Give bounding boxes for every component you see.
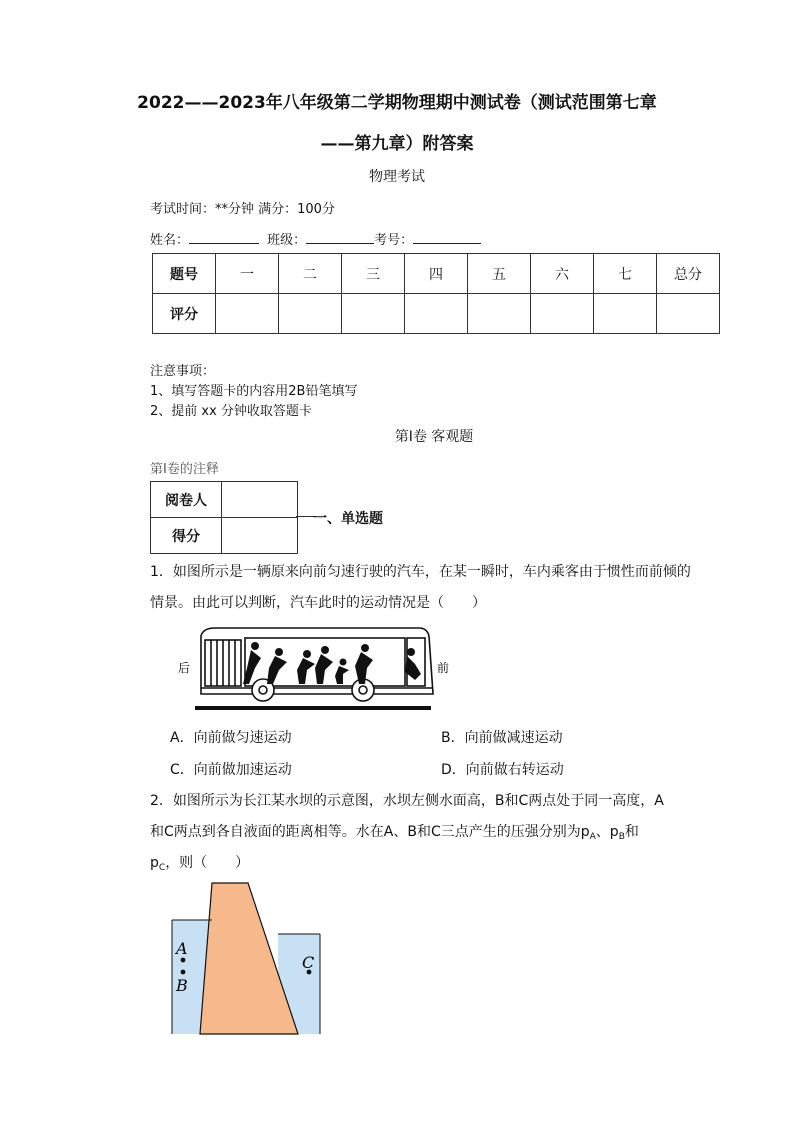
q2-p: p <box>150 855 159 871</box>
score-cell: 总分 <box>657 254 720 294</box>
q2-tail-2: 和 <box>624 824 639 840</box>
q2-line-2 <box>150 821 639 842</box>
reader-label: 阅卷人 <box>151 482 222 518</box>
score-cell: 七 <box>594 254 657 294</box>
notes-item-1: 1、填写答题卡的内容用2B铅笔填写 <box>150 384 358 399</box>
reader-table <box>150 481 298 554</box>
score-input-cell[interactable] <box>657 294 720 334</box>
front-label: 前 <box>437 661 450 675</box>
section-title: 第I卷 客观题 <box>394 429 474 445</box>
score-input-cell[interactable] <box>468 294 531 334</box>
back-label: 后 <box>178 661 191 675</box>
bus-figure <box>175 622 465 714</box>
name-label: 姓名： <box>150 233 190 248</box>
title-line-1: 2022——2023年八年级第二学期物理期中测试卷（测试范围第七章 <box>137 93 657 113</box>
score-input-cell[interactable] <box>279 294 342 334</box>
score-input-cell[interactable] <box>531 294 594 334</box>
reader-cell[interactable] <box>222 482 298 518</box>
q2-sub-c: C <box>158 863 166 873</box>
score-input-cell[interactable] <box>594 294 657 334</box>
score-input-cell[interactable] <box>216 294 279 334</box>
q2-line-3-tail: ，则（ ） <box>165 855 250 871</box>
number-blank[interactable] <box>413 243 481 244</box>
q1-option-b[interactable]: B．向前做减速运动 <box>441 730 563 746</box>
label-a: A <box>176 939 188 958</box>
score-cell: 题号 <box>153 254 216 294</box>
section-note: 第I卷的注释 <box>150 462 219 477</box>
title-line-2: ——第九章）附答案 <box>320 134 474 154</box>
subtitle: 物理考试 <box>369 169 425 185</box>
q2-sep-1: 、p <box>595 824 619 840</box>
q1-line-1: 1．如图所示是一辆原来向前匀速行驶的汽车，在某一瞬时，车内乘客由于惯性而前倾的 <box>150 564 691 580</box>
notes-heading: 注意事项： <box>150 364 216 379</box>
name-blank[interactable] <box>189 243 259 244</box>
q1-option-a[interactable]: A．向前做匀速运动 <box>170 730 292 746</box>
label-c: C <box>302 953 315 972</box>
point-b <box>181 970 186 975</box>
class-blank[interactable] <box>306 243 374 244</box>
score-cell: 六 <box>531 254 594 294</box>
score-input-cell[interactable] <box>342 294 405 334</box>
score-cell: 四 <box>405 254 468 294</box>
score-value-row <box>153 294 720 334</box>
q1-line-2: 情景。由此可以判断，汽车此时的运动情况是（ ） <box>150 595 486 611</box>
dam-figure <box>170 880 322 1036</box>
score-cell: 三 <box>342 254 405 294</box>
info-line <box>150 229 481 248</box>
q2-line-3 <box>150 852 249 873</box>
q2-sub-b: B <box>618 832 625 842</box>
q2-line-2-text: 和C两点到各自液面的距离相等。水在A、B和C三点产生的压强分别为p <box>150 824 590 840</box>
q1-option-c[interactable]: C．向前做加速运动 <box>170 762 292 778</box>
part-title: 一、单选题 <box>313 511 383 527</box>
notes-item-2: 2、提前 xx 分钟收取答题卡 <box>150 404 312 419</box>
score-label: 得分 <box>151 518 222 554</box>
q2-sub-a: A <box>589 832 596 842</box>
number-label: 考号： <box>374 233 414 248</box>
point-a <box>181 958 186 963</box>
score-cell-blank[interactable] <box>222 518 298 554</box>
class-label: 班级： <box>267 233 307 248</box>
score-input-cell[interactable] <box>405 294 468 334</box>
score-cell: 二 <box>279 254 342 294</box>
q2-line-1: 2．如图所示为长江某水坝的示意图，水坝左侧水面高，B和C两点处于同一高度，A <box>150 793 664 809</box>
score-header-row <box>153 254 720 294</box>
label-b: B <box>176 976 188 995</box>
exam-time: 考试时间：**分钟 满分：100分 <box>150 202 335 217</box>
q1-option-d[interactable]: D．向前做右转运动 <box>441 762 564 778</box>
score-cell: 一 <box>216 254 279 294</box>
score-table <box>152 253 720 334</box>
score-cell: 五 <box>468 254 531 294</box>
score-row-label: 评分 <box>153 294 216 334</box>
